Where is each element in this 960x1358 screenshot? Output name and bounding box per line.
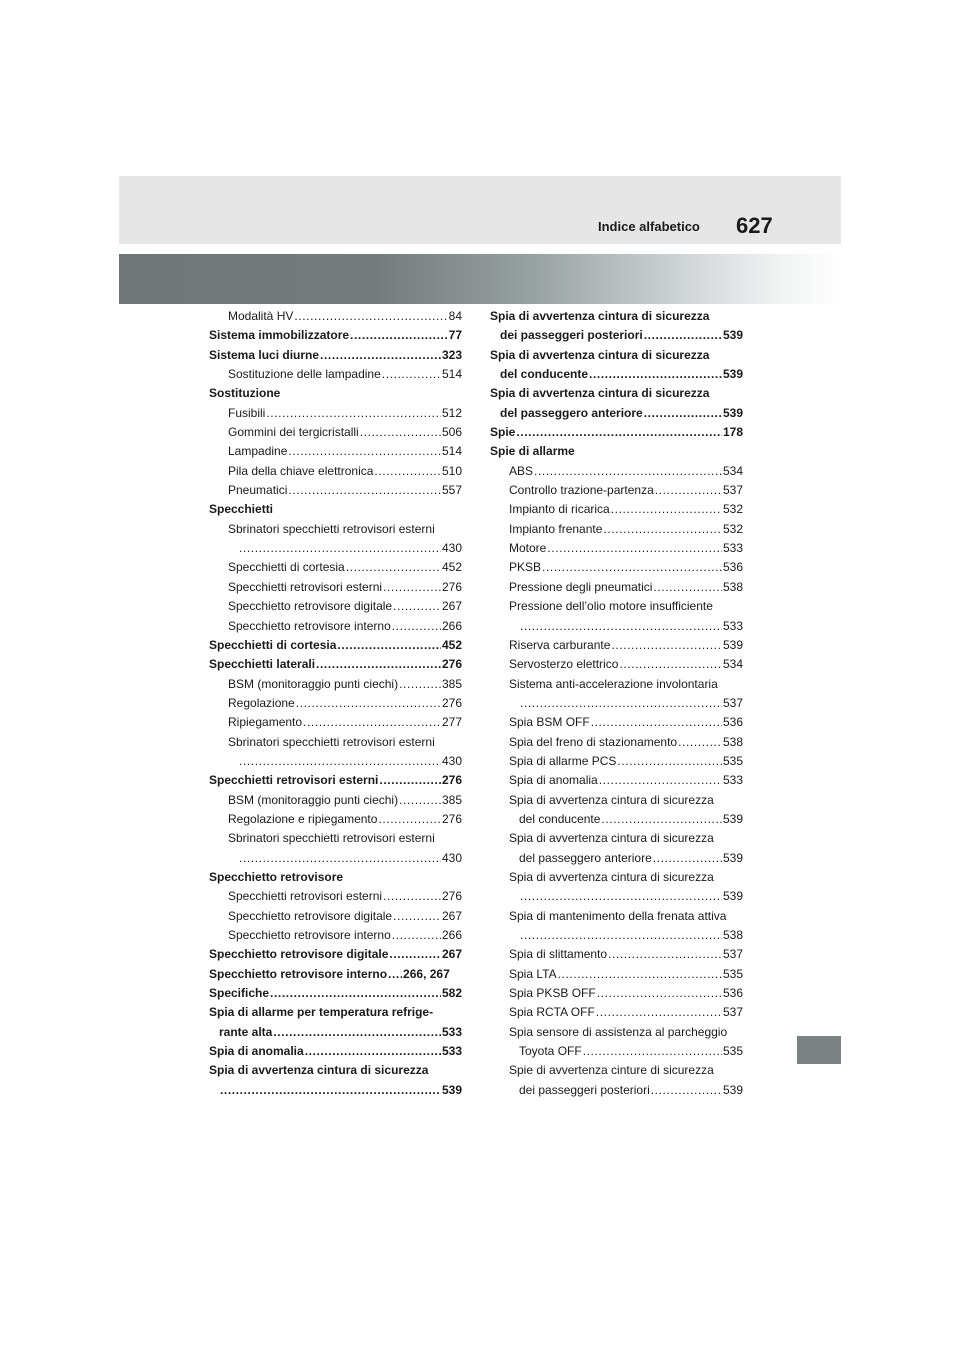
index-subentry [490,791,743,810]
dot-leader [678,733,722,752]
dot-leader [542,558,722,577]
index-entry [490,346,743,365]
page-reference[interactable]: 536 [722,986,743,1001]
entry-text: Sbrinatori specchietti retrovisori esterni [228,521,435,536]
page-number: 627 [736,213,773,238]
page-reference[interactable]: 266 [441,618,462,633]
index-entry [490,404,743,423]
dot-leader [392,617,441,636]
entry-text: Spia di avvertenza cintura di sicurezza [509,869,714,884]
entry-text: Specchietto retrovisore interno [209,966,388,981]
index-subentry [490,1023,743,1042]
index-subentry [490,849,743,868]
dot-leader [296,694,441,713]
page-reference[interactable]: 538 [722,579,743,594]
dot-leader [374,462,441,481]
index-subentry [209,558,462,577]
index-subentry [490,771,743,790]
page-reference[interactable]: 514 [441,444,462,459]
index-subentry [490,617,743,636]
index-subentry [490,810,743,829]
entry-text: dei passeggeri posteriori [500,328,643,343]
entry-text: Spia di avvertenza cintura di sicurezza [490,309,710,323]
dot-leader [239,539,441,558]
entry-text: Spia di anomalia [209,1044,304,1059]
index-entry [209,500,462,519]
entry-text: Specchietti [209,502,274,517]
index-subentry [490,926,743,945]
entry-text: Impianto frenante [509,521,603,536]
dot-leader [378,810,441,829]
index-subentry [490,965,743,984]
page-reference[interactable]: 557 [441,483,462,498]
section-title: Indice alfabetico [598,219,700,234]
entry-text: Spia LTA [509,966,557,981]
index-subentry [209,791,462,810]
index-subentry [490,713,743,732]
entry-text: Pneumatici [228,483,288,498]
index-subentry [490,520,743,539]
dot-leader [294,307,447,326]
entry-text: Specchietti retrovisori esterni [228,889,383,904]
dot-leader [589,365,722,384]
dot-leader [346,558,441,577]
index-subentry [490,984,743,1003]
dot-leader [392,926,441,945]
page-reference[interactable]: 536 [722,715,743,730]
dot-leader [305,1042,441,1061]
index-entry [209,868,462,887]
page-reference[interactable]: 539 [722,889,743,904]
dot-leader [399,791,441,810]
index-subentry [490,945,743,964]
index-entry [209,965,462,984]
entry-text: Specchietto retrovisore [209,869,344,884]
dot-leader [597,984,722,1003]
entry-text: Specchietti retrovisori esterni [228,579,383,594]
dot-leader [360,423,441,442]
index-entry [490,365,743,384]
entry-text: Spie di avvertenza cinture di sicurezza [509,1063,714,1078]
page-reference[interactable]: 539 [722,1082,743,1097]
entry-text: Specchietto retrovisore interno [228,618,391,633]
dot-leader [239,849,441,868]
entry-text: Toyota OFF [519,1044,582,1059]
page-reference[interactable]: 430 [441,753,462,768]
page-reference[interactable]: 276 [441,695,462,710]
entry-text: Motore [509,541,547,556]
chapter-thumb-tab[interactable] [797,1036,841,1064]
dot-leader [599,771,722,790]
index-subentry [209,926,462,945]
page-reference[interactable]: 533 [441,1024,462,1039]
page-reference[interactable]: 266, 267 [403,966,450,981]
entry-text: Spia sensore di assistenza al parcheggio [509,1024,728,1039]
entry-text: Regolazione e ripiegamento [228,811,378,826]
dot-leader [520,887,722,906]
page-reference[interactable]: 178 [722,425,743,440]
page-reference[interactable]: 533 [441,1044,462,1059]
index-subentry [490,578,743,597]
page-reference[interactable]: 532 [722,521,743,536]
entry-text: Spia di avvertenza cintura di sicurezza [490,386,710,401]
page-reference[interactable]: 512 [441,405,462,420]
entry-text: Specchietto retrovisore interno [228,928,391,942]
entry-text: Regolazione [228,695,295,710]
entry-text: Specchietto retrovisore digitale [228,599,393,614]
index-subentry [209,481,462,500]
index-entry [209,771,462,790]
dot-leader [583,1042,722,1061]
index-subentry [490,752,743,771]
page-reference[interactable]: 539 [722,367,743,382]
dot-leader [653,578,722,597]
dot-leader [383,887,441,906]
page-reference[interactable]: 452 [441,560,462,575]
page-reference[interactable]: 535 [722,1044,743,1059]
entry-text: dei passeggeri posteriori [519,1082,650,1097]
index-subentry [490,829,743,848]
dot-leader [611,636,722,655]
index-entry [209,636,462,655]
page-reference[interactable]: 385 [441,792,462,807]
entry-text: Gommini dei tergicristalli [228,425,359,440]
index-subentry [490,1061,743,1080]
dot-leader [388,965,402,984]
dot-leader [220,1081,441,1100]
page-reference[interactable]: 514 [441,367,462,382]
entry-text: Specifiche [209,986,270,1001]
index-subentry [209,675,462,694]
index-subentry [209,810,462,829]
page-reference[interactable]: 532 [722,502,743,517]
page-reference[interactable]: 538 [722,734,743,749]
page-reference[interactable]: 537 [722,483,743,498]
page-reference[interactable]: 535 [722,753,743,768]
entry-text: Spia di avvertenza cintura di sicurezza [209,1063,429,1078]
entry-text: Sbrinatori specchietti retrovisori esterni [228,831,435,846]
page-reference[interactable]: 537 [722,1005,743,1020]
index-subentry [490,694,743,713]
index-subentry [490,1042,743,1061]
entry-text: Sistema anti-accelerazione involontaria [509,676,718,691]
index-subentry [209,887,462,906]
entry-text: rante alta [219,1024,273,1039]
index-entry [209,655,462,674]
dot-leader [591,713,722,732]
entry-text: Specchietti di cortesia [228,560,345,575]
dot-leader [644,326,722,345]
page-reference[interactable]: 539 [722,328,743,343]
index-subentry [490,558,743,577]
page-reference[interactable]: 535 [722,966,743,981]
dot-leader [644,404,722,423]
header-gradient-bar [119,254,841,304]
index-entry [490,442,743,461]
index-entry [209,1003,462,1022]
dot-leader [320,346,441,365]
index-subentry [209,617,462,636]
index-subentry [490,539,743,558]
entry-text: Spie [490,425,516,440]
entry-text: Specchietti laterali [209,657,316,672]
entry-text: Spia di avvertenza cintura di sicurezza [509,831,714,846]
page-reference[interactable]: 276 [441,811,462,826]
entry-text: Spia di anomalia [509,773,598,788]
dot-leader [601,810,722,829]
entry-text: del conducente [500,367,589,382]
dot-leader [393,907,441,926]
page-reference[interactable]: 533 [722,541,743,556]
dot-leader [611,500,722,519]
index-column-right [490,307,743,1100]
index-entry [209,346,462,365]
dot-leader [603,520,722,539]
entry-text: Sistema luci diurne [209,347,320,362]
page-reference[interactable]: 534 [722,463,743,478]
index-subentry [209,713,462,732]
dot-leader [655,481,722,500]
index-entry [490,326,743,345]
dot-leader [270,984,441,1003]
entry-text: Spia RCTA OFF [509,1005,595,1020]
dot-leader [399,675,441,694]
dot-leader [379,771,441,790]
index-subentry [209,849,462,868]
page-reference[interactable]: 537 [722,695,743,710]
entry-text: Specchietti di cortesia [209,637,337,652]
entry-text: Riserva carburante [509,637,611,652]
entry-text: Spia di avvertenza cintura di sicurezza [490,347,710,362]
entry-text: Spia di mantenimento della frenata attiva [509,908,727,923]
dot-leader [303,713,441,732]
dot-leader [608,945,722,964]
index-subentry [490,481,743,500]
entry-text: Impianto di ricarica [509,502,610,517]
entry-text: Controllo trazione-partenza [509,483,654,498]
entry-text: Spia BSM OFF [509,715,590,730]
index-entry [209,1042,462,1061]
dot-leader [619,655,722,674]
entry-text: Spie di allarme [490,444,575,459]
index-subentry [209,907,462,926]
dot-leader [596,1003,722,1022]
entry-text: PKSB [509,560,542,575]
index-subentry [490,1081,743,1100]
index-entry [209,384,462,403]
page-reference[interactable]: 267 [441,599,462,614]
index-entry [490,423,743,442]
entry-text: Ripiegamento [228,715,303,730]
index-subentry [209,307,462,326]
dot-leader [383,578,441,597]
index-subentry [209,404,462,423]
index-subentry [490,675,743,694]
dot-leader [558,965,722,984]
index-entry [209,1023,462,1042]
page-reference[interactable]: 267 [441,908,462,923]
dot-leader [547,539,722,558]
page-reference[interactable]: 385 [441,676,462,691]
index-subentry [490,887,743,906]
index-entry [209,984,462,1003]
index-subentry [209,365,462,384]
page-reference[interactable]: 582 [441,986,462,1001]
entry-text: BSM (monitoraggio punti ciechi) [228,676,399,691]
index-subentry [209,442,462,461]
index-subentry [209,462,462,481]
entry-text: Spia del freno di stazionamento [509,734,678,749]
index-entry [490,307,743,326]
entry-text: Sbrinatori specchietti retrovisori esterni [228,734,435,749]
index-subentry [490,655,743,674]
page-reference[interactable]: 266 [441,928,462,942]
entry-text: del conducente [519,811,601,826]
index-subentry [490,500,743,519]
dot-leader [534,462,722,481]
dot-leader [288,481,441,500]
index-entry [209,945,462,964]
dot-leader [382,365,441,384]
index-subentry [209,694,462,713]
entry-text: BSM (monitoraggio punti ciechi) [228,792,399,807]
entry-text: Sistema immobilizzatore [209,328,350,343]
page-reference[interactable]: 539 [722,637,743,652]
entry-text: del passeggero anteriore [500,405,643,420]
page-reference[interactable]: 533 [722,618,743,633]
entry-text: Specchietti retrovisori esterni [209,773,379,788]
page-reference[interactable]: 538 [722,928,743,942]
page-reference[interactable]: 537 [722,947,743,962]
index-entry [209,326,462,345]
entry-text: Pressione degli pneumatici [509,579,653,594]
index-subentry [209,733,462,752]
page-reference[interactable]: 277 [441,715,462,730]
entry-text: Modalità HV [228,309,294,323]
entry-text: Fusibili [228,405,266,420]
page-reference[interactable]: 84 [448,309,462,323]
entry-text: Sostituzione [209,386,281,401]
dot-leader [337,636,441,655]
dot-leader [520,926,722,945]
index-subentry [209,597,462,616]
entry-text: ABS [509,463,534,478]
entry-text: Spia di avvertenza cintura di sicurezza [509,792,714,807]
page-reference[interactable]: 276 [441,889,462,904]
entry-text: Pila della chiave elettronica [228,463,374,478]
entry-text: Spia PKSB OFF [509,986,596,1001]
dot-leader [288,442,441,461]
entry-text: Spia di allarme PCS [509,753,617,768]
page-reference[interactable]: 539 [722,811,743,826]
page-reference[interactable]: 430 [441,850,462,865]
dot-leader [520,694,722,713]
index-subentry [209,752,462,771]
index-subentry [209,423,462,442]
index-subentry [490,907,743,926]
dot-leader [393,597,441,616]
dot-leader [389,945,441,964]
page-reference[interactable]: 539 [441,1082,462,1097]
index-column-left [209,307,462,1100]
dot-leader [316,655,441,674]
page-reference[interactable]: 276 [441,657,462,672]
dot-leader [653,849,722,868]
index-subentry [490,462,743,481]
index-subentry [209,829,462,848]
dot-leader [516,423,722,442]
page-reference[interactable]: 506 [441,425,462,440]
page-reference[interactable]: 430 [441,541,462,556]
index-subentry [490,597,743,616]
entry-text: Spia di allarme per temperatura refrige- [209,1005,434,1020]
index-entry [209,1081,462,1100]
page-reference[interactable]: 323 [441,347,462,362]
page-reference[interactable]: 539 [722,850,743,865]
header-band [119,176,841,244]
entry-text: Specchietto retrovisore digitale [228,908,393,923]
dot-leader [651,1081,722,1100]
dot-leader [239,752,441,771]
index-subentry [209,578,462,597]
page-reference[interactable]: 533 [722,773,743,788]
page-reference[interactable]: 510 [441,463,462,478]
dot-leader [266,404,441,423]
page-reference[interactable]: 536 [722,560,743,575]
entry-text: del passeggero anteriore [519,850,652,865]
index-subentry [490,636,743,655]
dot-leader [273,1023,441,1042]
page-reference[interactable]: 534 [722,657,743,672]
entry-text: Servosterzo elettrico [509,657,619,672]
index-entry [209,1061,462,1080]
page-reference[interactable]: 452 [441,637,462,652]
page-reference[interactable]: 539 [722,405,743,420]
page-reference[interactable]: 276 [441,773,462,788]
entry-text: Lampadine [228,444,288,459]
index-subentry [490,868,743,887]
dot-leader [617,752,722,771]
index-subentry [209,520,462,539]
index-subentry [209,539,462,558]
entry-text: Spia di slittamento [509,947,608,962]
index-entry [490,384,743,403]
entry-text: Sostituzione delle lampadine [228,367,381,382]
page-reference[interactable]: 77 [448,328,462,343]
dot-leader [350,326,448,345]
index-subentry [490,1003,743,1022]
index-subentry [490,733,743,752]
entry-text: Specchietto retrovisore digitale [209,947,389,962]
page-reference[interactable]: 267 [441,947,462,962]
dot-leader [520,617,722,636]
entry-text: Pressione dell’olio motore insufficiente [509,599,713,614]
page-reference[interactable]: 276 [441,579,462,594]
